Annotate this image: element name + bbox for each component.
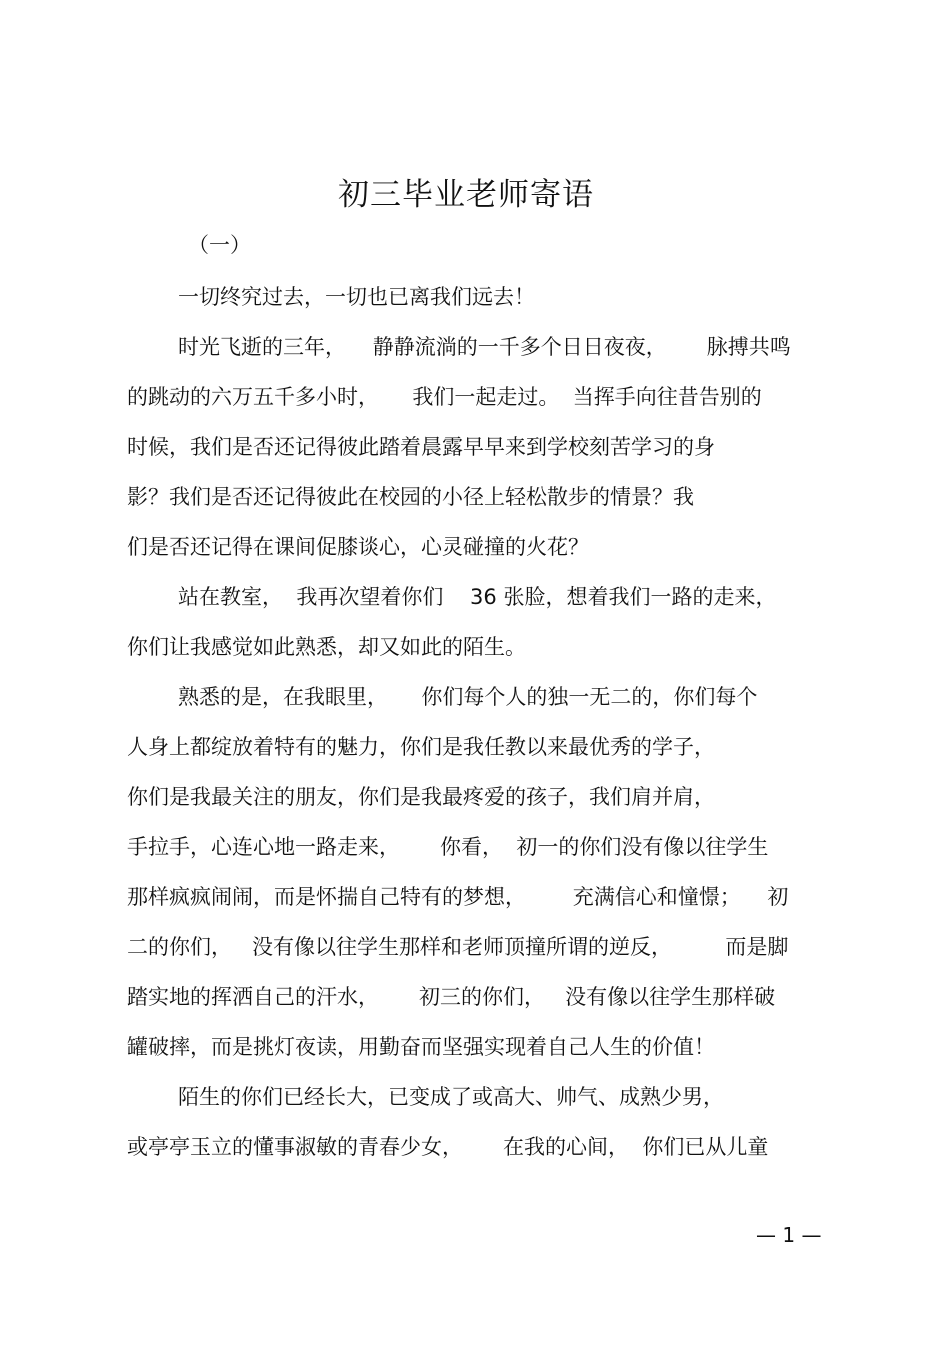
document-title: 初三毕业老师寄语	[338, 177, 594, 213]
paragraph-line: 时候，我们是否还记得彼此踏着晨露早早来到学校刻苦学习的身	[127, 435, 715, 459]
paragraph-line: 站在教室， 我再次望着你们 36 张脸，想着我们一路的走来，	[178, 585, 777, 609]
paragraph-line: 影？我们是否还记得彼此在校园的小径上轻松散步的情景？我	[127, 485, 694, 509]
paragraph-line: 的跳动的六万五千多小时， 我们一起走过。 当挥手向往昔告别的	[127, 385, 762, 409]
paragraph-line: 陌生的你们已经长大，已变成了或高大、帅气、成熟少男，	[178, 1085, 724, 1109]
paragraph-line: 踏实地的挥洒自己的汗水， 初三的你们， 没有像以往学生那样破	[127, 985, 776, 1009]
paragraph-line: 或亭亭玉立的懂事淑敏的青春少女， 在我的心间， 你们已从儿童	[127, 1135, 769, 1159]
paragraph-line: 们是否还记得在课间促膝谈心，心灵碰撞的火花？	[127, 535, 589, 559]
paragraph-line: 你们是我最关注的朋友，你们是我最疼爱的孩子，我们肩并肩，	[127, 785, 715, 809]
paragraph-line: 一切终究过去，一切也已离我们远去！	[178, 285, 535, 309]
paragraph-line: 人身上都绽放着特有的魅力，你们是我任教以来最优秀的学子，	[127, 735, 715, 759]
paragraph-line: 罐破摔，而是挑灯夜读，用勤奋而坚强实现着自己人生的价值！	[127, 1035, 715, 1059]
paragraph-line: 手拉手，心连心地一路走来， 你看， 初一的你们没有像以往学生	[127, 835, 769, 859]
section-label: （一）	[188, 233, 251, 257]
paragraph-line: 熟悉的是，在我眼里， 你们每个人的独一无二的，你们每个	[178, 685, 758, 709]
paragraph-line: 二的你们， 没有像以往学生那样和老师顶撞所谓的逆反， 而是脚	[127, 935, 789, 959]
paragraph-line: 时光飞逝的三年， 静静流淌的一千多个日日夜夜， 脉搏共鸣	[178, 335, 791, 359]
page-number: — 1 —	[756, 1223, 822, 1247]
paragraph-line: 你们让我感觉如此熟悉，却又如此的陌生。	[127, 635, 526, 659]
paragraph-line: 那样疯疯闹闹，而是怀揣自己特有的梦想， 充满信心和憧憬； 初	[127, 885, 789, 909]
